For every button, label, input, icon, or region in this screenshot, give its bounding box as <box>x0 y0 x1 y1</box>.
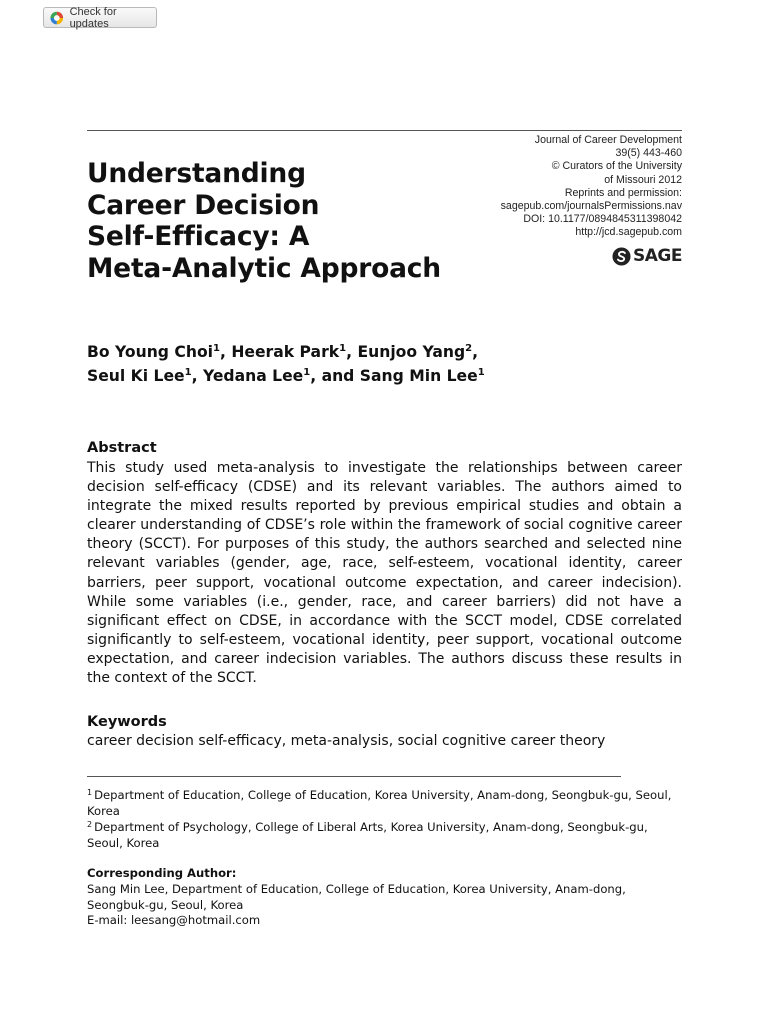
corresponding-author-block <box>87 882 682 929</box>
journal-copyright: © Curators of the University <box>551 160 682 173</box>
title-line: Self-Efficacy: A <box>87 221 310 252</box>
check-for-updates-label: Check for updates <box>69 5 117 30</box>
affiliation-number: 2 <box>87 820 93 829</box>
author-name: Heerak Park <box>231 343 340 361</box>
footnote-divider <box>87 776 621 777</box>
check-for-updates-button[interactable] <box>43 7 157 28</box>
affiliation-marker: 1 <box>184 367 192 378</box>
author-name: Seul Ki Lee <box>87 367 185 385</box>
journal-volume: 39(5) 443-460 <box>615 147 682 160</box>
title-line: Career Decision <box>87 189 320 221</box>
title-line: Understanding <box>87 158 306 189</box>
journal-copyright-cont: of Missouri 2012 <box>604 173 682 186</box>
journal-permissions-link[interactable]: sagepub.com/journalsPermissions.nav <box>500 200 682 213</box>
affiliation-text: Department of Education, College of Education, Korea University, Anam-dong, Seongbuk-gu, Seoul, Korea <box>87 788 672 818</box>
author-line <box>87 364 687 388</box>
crossmark-icon <box>50 11 64 25</box>
author-separator: , <box>191 367 203 385</box>
keywords-text: career decision self-efficacy, meta-analysis, social cognitive career theory <box>87 733 606 749</box>
journal-info <box>422 134 682 240</box>
sage-s-icon <box>612 247 631 266</box>
author-name: Bo Young Choi <box>87 343 213 361</box>
author-separator: , <box>219 343 232 361</box>
author-list <box>87 340 687 388</box>
abstract-text: This study used meta-analysis to investigate the relationships between career decision self-efficacy (CDSE) and its relevant variables. The authors aimed to integrate the mixed results reported by previous empirical studies and obtain a clearer understanding of CDSE’s role within the framework of social cognitive career theory (SCCT). For purposes of this study, the authors searched and selected nine relevant variables (gender, age, race, self-esteem, vocational identity, career barriers, peer support, vocational outcome expectation, and career indecision). While some variables (i.e., gender, race, and career barriers) did not have a significant effect on CDSE, in accordance with the SCCT model, CDSE correlated significantly to self-esteem, vocational identity, peer support, vocational outcome expectation, and career indecision variables. The authors discuss these results in the context of the SCCT. <box>87 460 682 687</box>
header-divider <box>87 130 682 131</box>
keywords-heading: Keywords <box>87 714 167 730</box>
affiliation-text: Department of Psychology, College of Liberal Arts, Korea University, Anam-dong, Seongbuk-gu, Seoul, Korea <box>87 820 648 850</box>
corresponding-author-email[interactable]: E-mail: leesang@hotmail.com <box>87 913 261 927</box>
affiliation-marker: 1 <box>477 367 485 378</box>
author-separator: , <box>310 367 322 385</box>
corresponding-author-address: Sang Min Lee, Department of Education, College of Education, Korea University, Anam-dong, Seongbuk-gu, Seoul, Korea <box>87 882 626 912</box>
journal-reprints: Reprints and permission: <box>564 186 682 199</box>
affiliation-number: 1 <box>87 788 93 797</box>
affiliation-2 <box>87 820 682 851</box>
abstract-heading: Abstract <box>87 440 157 456</box>
journal-name: Journal of Career Development <box>534 134 682 146</box>
author-name: and Sang Min Lee <box>321 367 478 385</box>
article-title <box>87 158 467 284</box>
affiliation-marker: 2 <box>465 343 473 354</box>
sage-logo-text: SAGE <box>633 246 682 266</box>
author-line <box>87 340 687 364</box>
affiliation-marker: 1 <box>339 343 347 354</box>
author-name: Yedana Lee <box>202 367 304 385</box>
author-separator: , <box>472 343 479 361</box>
journal-doi[interactable]: DOI: 10.1177/0894845311398042 <box>523 213 682 226</box>
sage-logo <box>612 245 682 267</box>
title-line: Meta-Analytic Approach <box>87 252 441 284</box>
journal-url[interactable]: http://jcd.sagepub.com <box>575 226 682 239</box>
author-separator: , <box>346 343 358 361</box>
affiliation-1 <box>87 788 682 819</box>
corresponding-author-heading: Corresponding Author: <box>87 866 237 880</box>
affiliation-marker: 1 <box>303 367 311 378</box>
author-name: Eunjoo Yang <box>357 343 466 361</box>
affiliation-marker: 1 <box>213 343 220 354</box>
